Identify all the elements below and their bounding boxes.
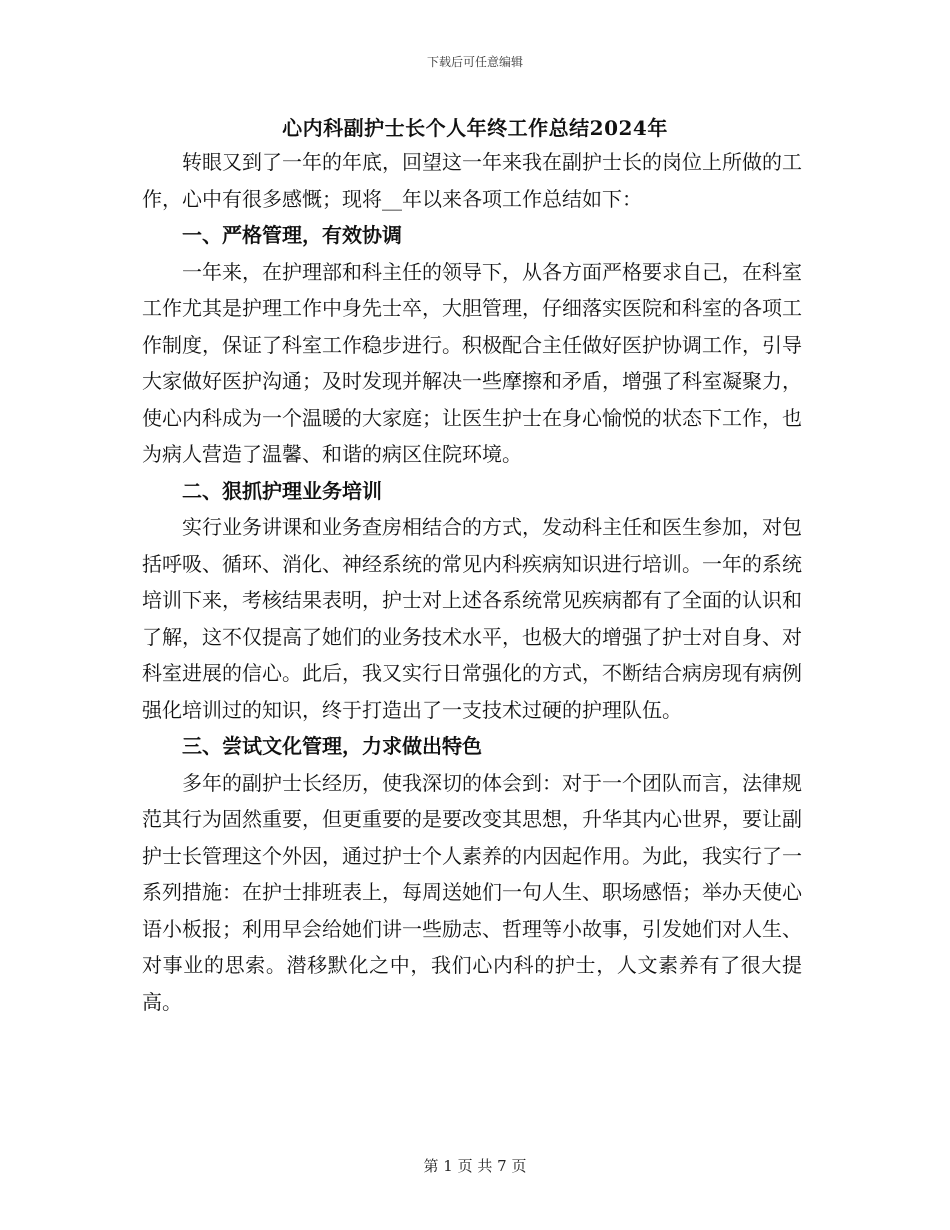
intro-paragraph: 转眼又到了一年的年底，回望这一年来我在副护士长的岗位上所做的工作，心中有很多感慨；现将__年以来各项工作总结如下： <box>142 150 802 211</box>
section-paragraph-1: 一年来，在护理部和科主任的领导下，从各方面严格要求自己，在科室工作尤其是护理工作中身先士卒，大胆管理，仔细落实医院和科室的各项工作制度，保证了科室工作稳步进行。积极配合主任做好医护协调工作，引导大家做好医护沟通；及时发现并解决一些摩擦和矛盾，增强了科室凝聚力，使心内科成为一个温暖的大家庭；让医生护士在身心愉悦的状态下工作，也为病人营造了温馨、和谐的病区住院环境。 <box>142 259 802 466</box>
section-paragraph-3: 多年的副护士长经历，使我深切的体会到：对于一个团队而言，法律规范其行为固然重要，但更重要的是要改变其思想，升华其内心世界，要让副护士长管理这个外因，通过护士个人素养的内因起作用。为此，我实行了一系列措施：在护士排班表上，每周送她们一句人生、职场感悟；举办天使心语小板报；利用早会给她们讲一些励志、哲理等小故事，引发她们对人生、对事业的思索。潜移默化之中，我们心内科的护士，人文素养有了很大提高。 <box>142 770 802 1014</box>
section-heading-1: 一、严格管理，有效协调 <box>182 223 402 247</box>
header-note: 下载后可任意编辑 <box>426 55 523 69</box>
section-heading-2: 二、狠抓护理业务培训 <box>182 478 382 503</box>
page-number-footer: 第 1 页 共 7 页 <box>423 1157 527 1175</box>
document-body <box>142 144 802 1020</box>
section-paragraph-2: 实行业务讲课和业务查房相结合的方式，发动科主任和医生参加，对包括呼吸、循环、消化、神经系统的常见内科疾病知识进行培训。一年的系统培训下来，考核结果表明，护士对上述各系统常见疾病都有了全面的认识和了解，这不仅提高了她们的业务技术水平，也极大的增强了护士对自身、对科室进展的信心。此后，我又实行日常强化的方式，不断结合病房现有病例强化培训过的知识，终于打造出了一支技术过硬的护理队伍。 <box>142 515 802 722</box>
section-heading-3: 三、尝试文化管理，力求做出特色 <box>182 734 482 758</box>
document-title: 心内科副护士长个人年终工作总结2024年 <box>282 116 668 140</box>
